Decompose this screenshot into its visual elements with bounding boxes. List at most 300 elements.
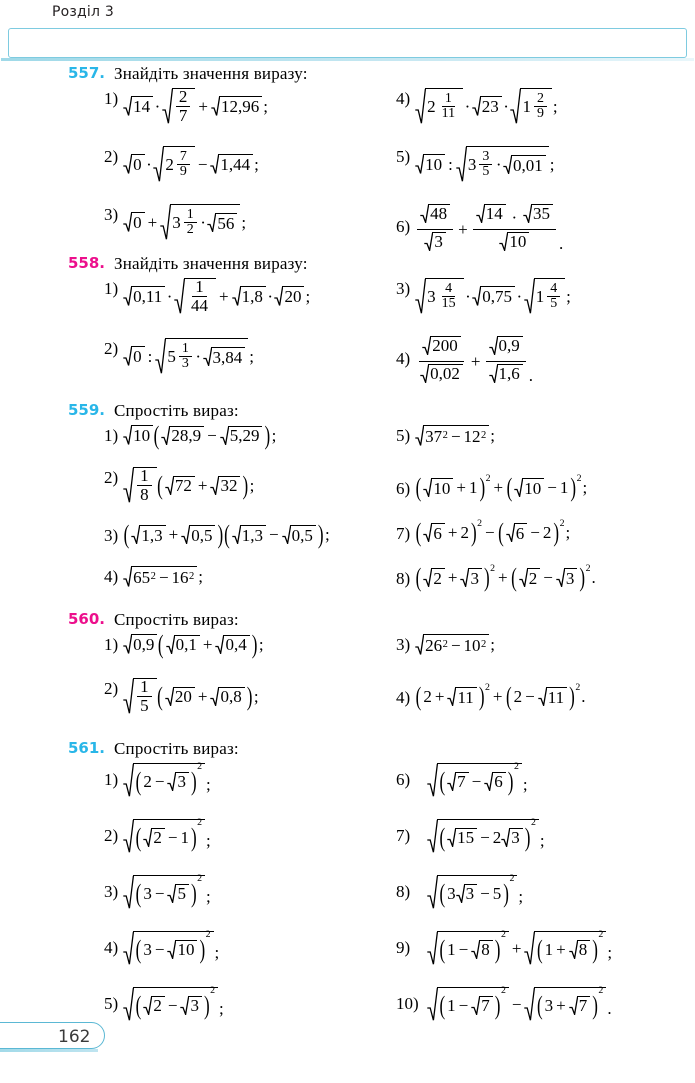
exercise-559-right-column (396, 425, 691, 593)
radical (123, 96, 153, 116)
value: 1,6 (498, 363, 520, 383)
numerator: 1 (192, 278, 207, 297)
operator-plus: + (556, 939, 566, 959)
exercise-558-left-column (104, 278, 394, 374)
radical (501, 828, 523, 847)
exercise-557-right-column (396, 88, 691, 254)
value: 0,8 (220, 687, 242, 706)
parenthesis-group (157, 681, 253, 711)
operator-minus: − (471, 771, 482, 791)
paren-left: ( (135, 766, 142, 796)
item-label: 6) (396, 770, 411, 789)
paren-right: ) (246, 681, 253, 711)
item-557-4 (396, 88, 691, 124)
value: 0,5 (191, 525, 213, 545)
value: 1,3 (141, 525, 163, 545)
mixed-number (427, 92, 460, 122)
operator-dot: · (200, 213, 206, 232)
denominator: 9 (536, 106, 544, 121)
numerator: 1 (137, 678, 152, 697)
exercise-558 (0, 254, 695, 399)
operator-minus: − (269, 525, 279, 544)
operator-dot: · (495, 155, 502, 174)
value: 10 (463, 635, 481, 655)
value: 3 (177, 772, 186, 791)
value: 20 (174, 687, 192, 706)
mixed-number (172, 208, 198, 238)
radical (514, 478, 544, 497)
operator-plus: + (168, 525, 179, 544)
punctuation: ; (249, 475, 255, 495)
exercise-559-number: 559. (68, 401, 106, 419)
radical: ( 2 − 1 ) 2 (123, 819, 205, 853)
punctuation: . (591, 568, 596, 587)
fraction (415, 336, 468, 386)
radical (210, 687, 244, 706)
item-label: 1) (104, 770, 119, 789)
value: 3 (465, 884, 475, 903)
punctuation: ; (539, 831, 545, 850)
exercise-561-right-column (396, 763, 691, 1021)
mixed-number (165, 150, 191, 180)
parenthesis-group (511, 562, 586, 593)
item-label: 1) (104, 635, 119, 654)
punctuation: ; (566, 286, 571, 306)
value: 3 (143, 883, 152, 903)
value: 7 (578, 996, 588, 1015)
paren-left: ( (135, 878, 142, 908)
whole-part: 3 (467, 155, 477, 174)
punctuation: ; (219, 999, 224, 1018)
punctuation: ; (305, 286, 311, 306)
paren-left: ( (415, 472, 422, 503)
fraction (471, 204, 558, 254)
value: 14 (485, 204, 503, 224)
radical (167, 772, 189, 791)
item-561-7 (396, 819, 691, 853)
exercise-559-title: Спростіть вираз: (114, 401, 239, 420)
radical (232, 525, 266, 544)
parenthesis-group (506, 681, 576, 712)
exercise-560 (0, 610, 695, 737)
value: 0 (133, 213, 142, 232)
numerator: 7 (177, 150, 190, 165)
exercise-557-header (0, 64, 695, 88)
fraction (437, 282, 461, 312)
fraction (477, 150, 494, 180)
punctuation: ; (552, 96, 558, 116)
exercise-558-number: 558. (68, 254, 106, 272)
exercise-561-title: Спростіть вираз: (114, 739, 239, 758)
value: 0,11 (133, 287, 163, 306)
value: 15 (457, 828, 475, 847)
punctuation: ; (490, 635, 496, 654)
operator-minus: − (525, 687, 535, 706)
operator-plus: + (197, 475, 208, 495)
paren-left: ( (135, 822, 142, 852)
value: 16 (171, 567, 189, 587)
item-label: 8) (396, 569, 411, 588)
exercise-558-title: Знайдіть значення виразу: (114, 254, 308, 273)
fraction (545, 282, 562, 312)
radical (123, 286, 165, 306)
operator-plus: + (492, 687, 503, 706)
value: 72 (174, 476, 192, 495)
radical (210, 476, 240, 495)
value: 2 (143, 771, 152, 791)
item-label: 2) (104, 147, 119, 166)
radical: ( 1 − 8 ) 2 (427, 931, 509, 965)
exercise-560-header (0, 610, 695, 634)
punctuation: ; (518, 887, 524, 906)
item-561-2 (104, 819, 394, 853)
mixed-number (468, 150, 494, 180)
parenthesis-group (224, 519, 324, 550)
operator-plus: + (147, 212, 158, 232)
numerator: 3 (479, 150, 492, 165)
radical (524, 278, 565, 314)
operator-plus: + (493, 478, 504, 497)
radical (569, 996, 591, 1015)
operator-plus: + (447, 523, 458, 542)
paren-right: ) (494, 990, 501, 1020)
value: 10 (524, 478, 542, 498)
value: 11 (547, 687, 565, 707)
radical (422, 336, 461, 355)
radical (471, 996, 493, 1015)
item-561-5 (104, 987, 394, 1021)
punctuation: ; (549, 154, 555, 174)
parenthesis-group (135, 934, 206, 964)
item-561-6 (396, 763, 691, 797)
denominator: 8 (140, 485, 149, 504)
radical (203, 347, 246, 366)
operator-dot: · (195, 347, 202, 366)
numerator: 2 (176, 88, 191, 107)
radical (519, 568, 541, 587)
numerator: 1 (442, 92, 455, 107)
paren-left: ( (439, 822, 446, 852)
item-557-2 (104, 146, 394, 182)
value: 8 (481, 940, 490, 959)
value: 0,75 (482, 287, 513, 306)
operator-minus: − (207, 425, 217, 445)
radical: ( 3 − 10 ) 2 (123, 931, 213, 965)
radical (424, 232, 446, 251)
value: 3 (190, 996, 199, 1015)
item-label: 5) (396, 426, 411, 445)
radical (415, 154, 445, 174)
paren-left: ( (123, 519, 130, 550)
value: 0 (133, 155, 142, 174)
paren-left: ( (498, 517, 504, 548)
punctuation: ; (249, 346, 255, 366)
whole-part: 2 (165, 155, 174, 174)
paren-left: ( (439, 990, 446, 1020)
whole-part: 1 (522, 97, 531, 116)
value: 200 (432, 336, 458, 356)
value: 5 (177, 884, 186, 903)
denominator: 3 (181, 356, 189, 371)
radical (282, 525, 316, 544)
radical (165, 687, 195, 706)
radical (160, 204, 240, 240)
value: 12,96 (220, 97, 260, 116)
coefficient: 2 (492, 827, 502, 847)
radical (232, 286, 266, 306)
numerator: 4 (547, 282, 560, 297)
exercise-561-columns (0, 761, 695, 1020)
radical: ( 3 + 7 ) 2 (524, 987, 606, 1021)
parenthesis-group (498, 517, 560, 548)
exercise-560-title: Спростіть вираз: (114, 610, 239, 629)
paren-right: ) (190, 766, 197, 796)
punctuation: ; (582, 478, 588, 497)
operator-minus: − (167, 995, 178, 1015)
paren-right: ) (494, 934, 501, 964)
denominator: 5 (550, 296, 558, 311)
operator-dot: · (503, 96, 509, 116)
radical (460, 568, 482, 587)
punctuation: ; (198, 567, 204, 586)
numerator: 4 (442, 282, 455, 297)
paren-right: ) (569, 681, 575, 712)
item-label: 5) (104, 994, 119, 1013)
exercise-557-left-column (104, 88, 394, 240)
value: 6 (494, 772, 503, 791)
radical: ( 1 + 8 ) 2 (524, 931, 606, 965)
punctuation: ; (263, 96, 268, 116)
item-558-2 (104, 338, 394, 374)
operator-dot: · (516, 286, 523, 306)
item-559-1 (104, 420, 394, 450)
numerator (486, 336, 526, 362)
punctuation: ; (253, 686, 259, 706)
radical (162, 88, 196, 124)
radical (155, 338, 248, 374)
item-label: 7) (396, 826, 411, 845)
denominator (486, 362, 526, 387)
item-label: 3) (396, 279, 411, 298)
value: 2 (513, 687, 523, 706)
radical (123, 346, 145, 366)
punctuation: ; (565, 523, 571, 542)
mixed-number (522, 92, 548, 122)
item-557-6 (396, 204, 691, 254)
denominator: 9 (179, 164, 187, 179)
value: 0 (133, 347, 142, 366)
value: 3 (511, 828, 520, 847)
operator-colon: : (448, 154, 453, 174)
operator-minus: − (154, 883, 165, 903)
coefficient: 3 (447, 883, 456, 903)
punctuation: . (558, 234, 564, 254)
punctuation: ; (206, 775, 211, 794)
value: 2 (153, 996, 162, 1015)
punctuation: ; (241, 212, 247, 232)
punctuation: ; (522, 775, 528, 794)
fraction (415, 204, 455, 254)
paren-right: ) (553, 517, 560, 548)
value: 2 (153, 828, 162, 847)
value: 0,9 (133, 635, 155, 654)
radical: ( 2 − 3 ) 2 (123, 763, 205, 797)
chapter-title: Розділ 3 (52, 4, 114, 20)
parenthesis-group (415, 517, 477, 548)
operator-plus: + (511, 938, 522, 958)
item-558-1 (104, 278, 394, 314)
radical: ( 3 − 5 ) 2 (123, 875, 205, 909)
value: 1,3 (241, 525, 264, 545)
numerator: 1 (184, 208, 197, 223)
exercise-559-columns (0, 420, 695, 605)
exercise-560-columns (0, 629, 695, 734)
parenthesis-group (506, 472, 577, 503)
radical (484, 772, 506, 791)
whole-part: 3 (172, 213, 181, 232)
radical: ( 15 − 2 3 ) 2 (427, 819, 539, 853)
punctuation: ; (206, 831, 211, 850)
value: 2 (528, 568, 538, 588)
operator-dot: · (166, 286, 173, 306)
operator-plus: + (218, 286, 229, 306)
value: 3 (434, 231, 443, 251)
radical (123, 154, 145, 174)
value: 6 (515, 523, 525, 543)
operator-minus: − (458, 939, 469, 959)
paren-right: ) (524, 822, 531, 852)
radical: ( 7 − 6 ) 2 (427, 763, 522, 797)
operator-plus: + (556, 995, 566, 1015)
value: 26 (425, 635, 443, 655)
radical (471, 940, 493, 959)
value: 5,29 (229, 426, 260, 445)
radical (489, 364, 523, 383)
paren-left: ( (415, 562, 422, 593)
radical (210, 154, 253, 174)
value: 0,4 (225, 635, 247, 654)
value: 3 (470, 568, 479, 588)
radical (181, 525, 215, 544)
operator-dot: · (146, 154, 152, 174)
item-label: 6) (396, 217, 411, 236)
item-560-3 (396, 634, 691, 655)
exercise-561-header (0, 739, 695, 763)
radical (167, 940, 197, 959)
punctuation: . (528, 366, 534, 386)
value: 3 (143, 939, 152, 959)
item-label: 1) (104, 279, 119, 298)
exercise-561-number: 561. (68, 739, 106, 757)
value: 35 (532, 204, 550, 224)
item-560-4: 4) ( 2 + 11 ) 2 + ( 2 − 11 ) 2 . (396, 681, 586, 712)
radical (220, 426, 263, 445)
item-label: 5) (396, 147, 411, 166)
paren-right: ) (190, 878, 197, 908)
value: 1 (447, 995, 456, 1015)
paren-left: ( (536, 990, 543, 1020)
radical (174, 278, 216, 314)
denominator: 15 (441, 296, 456, 311)
radical (456, 146, 549, 182)
paren-left: ( (536, 934, 543, 964)
exercise-557-title: Знайдіть значення виразу: (114, 64, 308, 83)
item-label: 4) (104, 567, 119, 586)
parenthesis-group (157, 470, 249, 500)
numerator: 1 (137, 467, 152, 486)
denominator (496, 230, 532, 255)
value: 3 (565, 568, 575, 588)
radical (123, 425, 153, 445)
value: 12 (463, 426, 481, 446)
paren-left: ( (157, 681, 163, 711)
paren-right: ) (503, 878, 509, 908)
parenthesis-group (415, 472, 486, 503)
radical (456, 884, 478, 903)
radical (131, 525, 165, 544)
radical: 65 2 − 16 2 (123, 566, 197, 587)
fraction (175, 150, 192, 180)
operator-minus: − (167, 827, 178, 847)
value: 0,9 (498, 336, 520, 356)
radical (503, 155, 546, 174)
radical (499, 232, 529, 251)
operator-minus: − (158, 567, 169, 587)
exercise-558-right-column (396, 278, 691, 386)
item-561-9 (396, 931, 691, 965)
exercise-561-left-column (104, 763, 394, 1021)
paren-right: ) (217, 519, 224, 550)
parenthesis-group (157, 629, 258, 659)
exercise-558-header (0, 254, 695, 278)
paren-left: ( (506, 681, 512, 712)
fraction (177, 342, 194, 372)
radical (166, 635, 200, 654)
value: 23 (481, 97, 499, 116)
radical (420, 204, 450, 223)
fraction (135, 678, 154, 714)
item-label: 2) (104, 339, 119, 358)
parenthesis-group (135, 990, 210, 1020)
value: 1 (447, 939, 456, 959)
exercise-557 (0, 64, 695, 252)
fraction (186, 278, 213, 314)
paren-right: ) (592, 990, 598, 1020)
operator-colon: : (147, 346, 153, 366)
denominator: 11 (441, 106, 456, 121)
value: 10 (425, 155, 443, 174)
exercise-560-left-column (104, 629, 394, 715)
item-559-2 (104, 467, 394, 503)
operator-plus: + (456, 478, 466, 497)
radical (167, 884, 189, 903)
denominator: 44 (190, 296, 208, 315)
radical: ( 1 − 7 ) 2 (427, 987, 509, 1021)
parenthesis-group (415, 562, 490, 593)
punctuation: ; (325, 525, 330, 544)
radical (123, 467, 157, 503)
value: 14 (133, 97, 151, 116)
value: 48 (430, 204, 448, 224)
operator-dot: · (511, 208, 518, 227)
parenthesis-group (439, 990, 501, 1020)
fraction (484, 336, 528, 386)
item-label: 9) (396, 938, 411, 957)
denominator: 5 (140, 696, 149, 715)
value: 8 (578, 940, 588, 959)
operator-minus: − (485, 523, 495, 542)
radical (161, 426, 204, 445)
